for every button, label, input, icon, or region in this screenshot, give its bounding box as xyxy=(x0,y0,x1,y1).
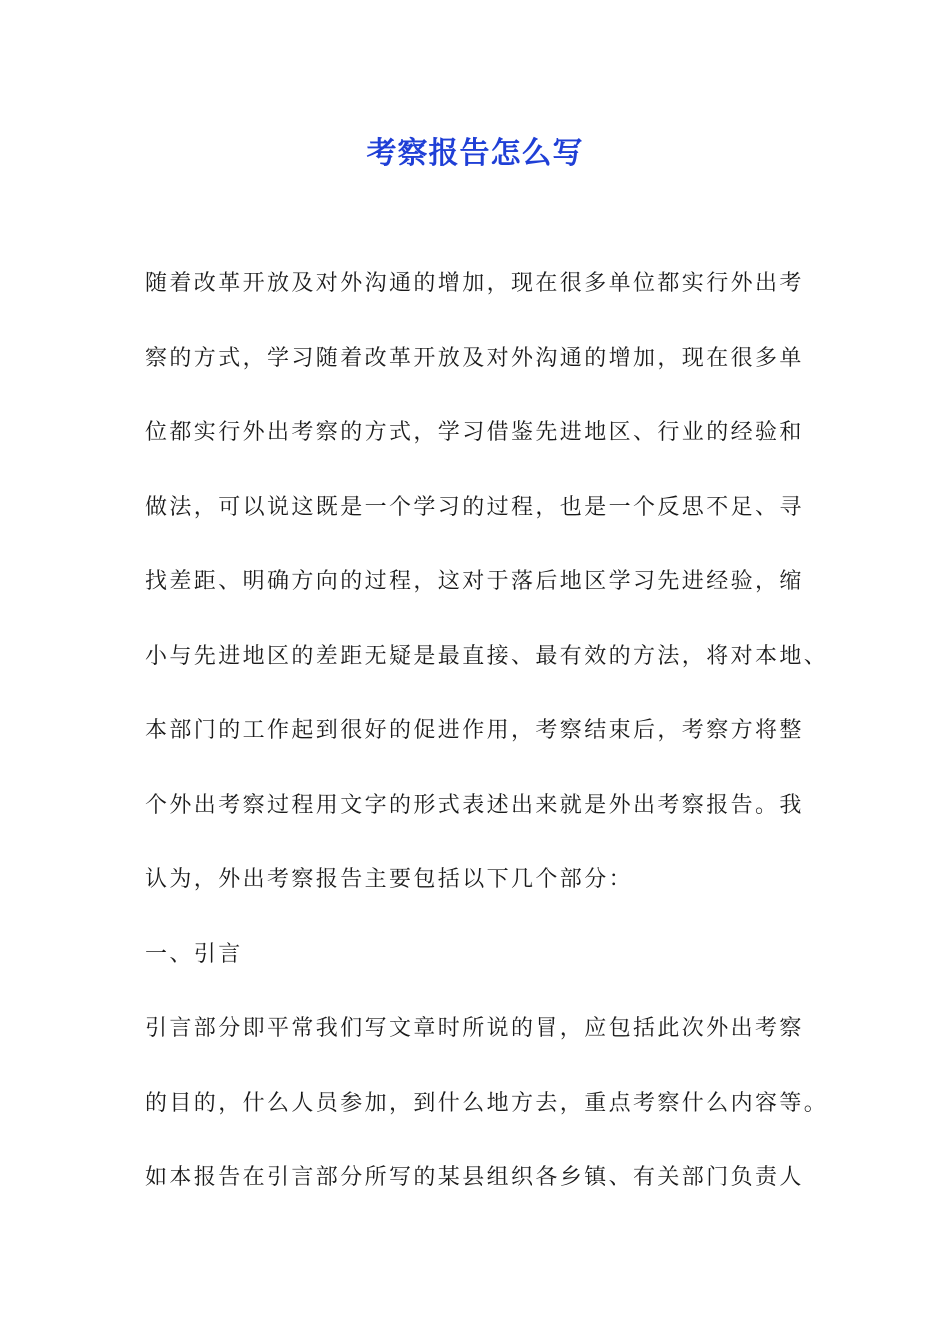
body-line: 个外出考察过程用文字的形式表述出来就是外出考察报告。我 xyxy=(145,792,804,818)
body-line: 本部门的工作起到很好的促进作用，考察结束后，考察方将整 xyxy=(145,718,804,743)
document-body xyxy=(145,262,845,1231)
body-line: 察的方式，学习随着改革开放及对外沟通的增加，现在很多单 xyxy=(145,345,804,371)
document-title: 考察报告怎么写 xyxy=(366,136,584,171)
body-line: 位都实行外出考察的方式，学习借鉴先进地区、行业的经验和 xyxy=(145,420,804,445)
body-line: 的目的，什么人员参加，到什么地方去，重点考察什么内容等。 xyxy=(145,1090,829,1116)
body-line: 随着改革开放及对外沟通的增加，现在很多单位都实行外出考 xyxy=(145,271,804,296)
body-line: 做法，可以说这既是一个学习的过程，也是一个反思不足、寻 xyxy=(145,494,804,520)
body-line: 认为，外出考察报告主要包括以下几个部分： xyxy=(145,867,634,892)
body-line: 如本报告在引言部分所写的某县组织各乡镇、有关部门负责人 xyxy=(145,1165,804,1190)
body-line: 小与先进地区的差距无疑是最直接、最有效的方法，将对本地、 xyxy=(145,643,829,669)
body-line: 引言部分即平常我们写文章时所说的冒，应包括此次外出考察 xyxy=(145,1016,804,1041)
body-line: 找差距、明确方向的过程，这对于落后地区学习先进经验，缩 xyxy=(145,569,804,594)
section-heading: 一、引言 xyxy=(145,941,243,967)
